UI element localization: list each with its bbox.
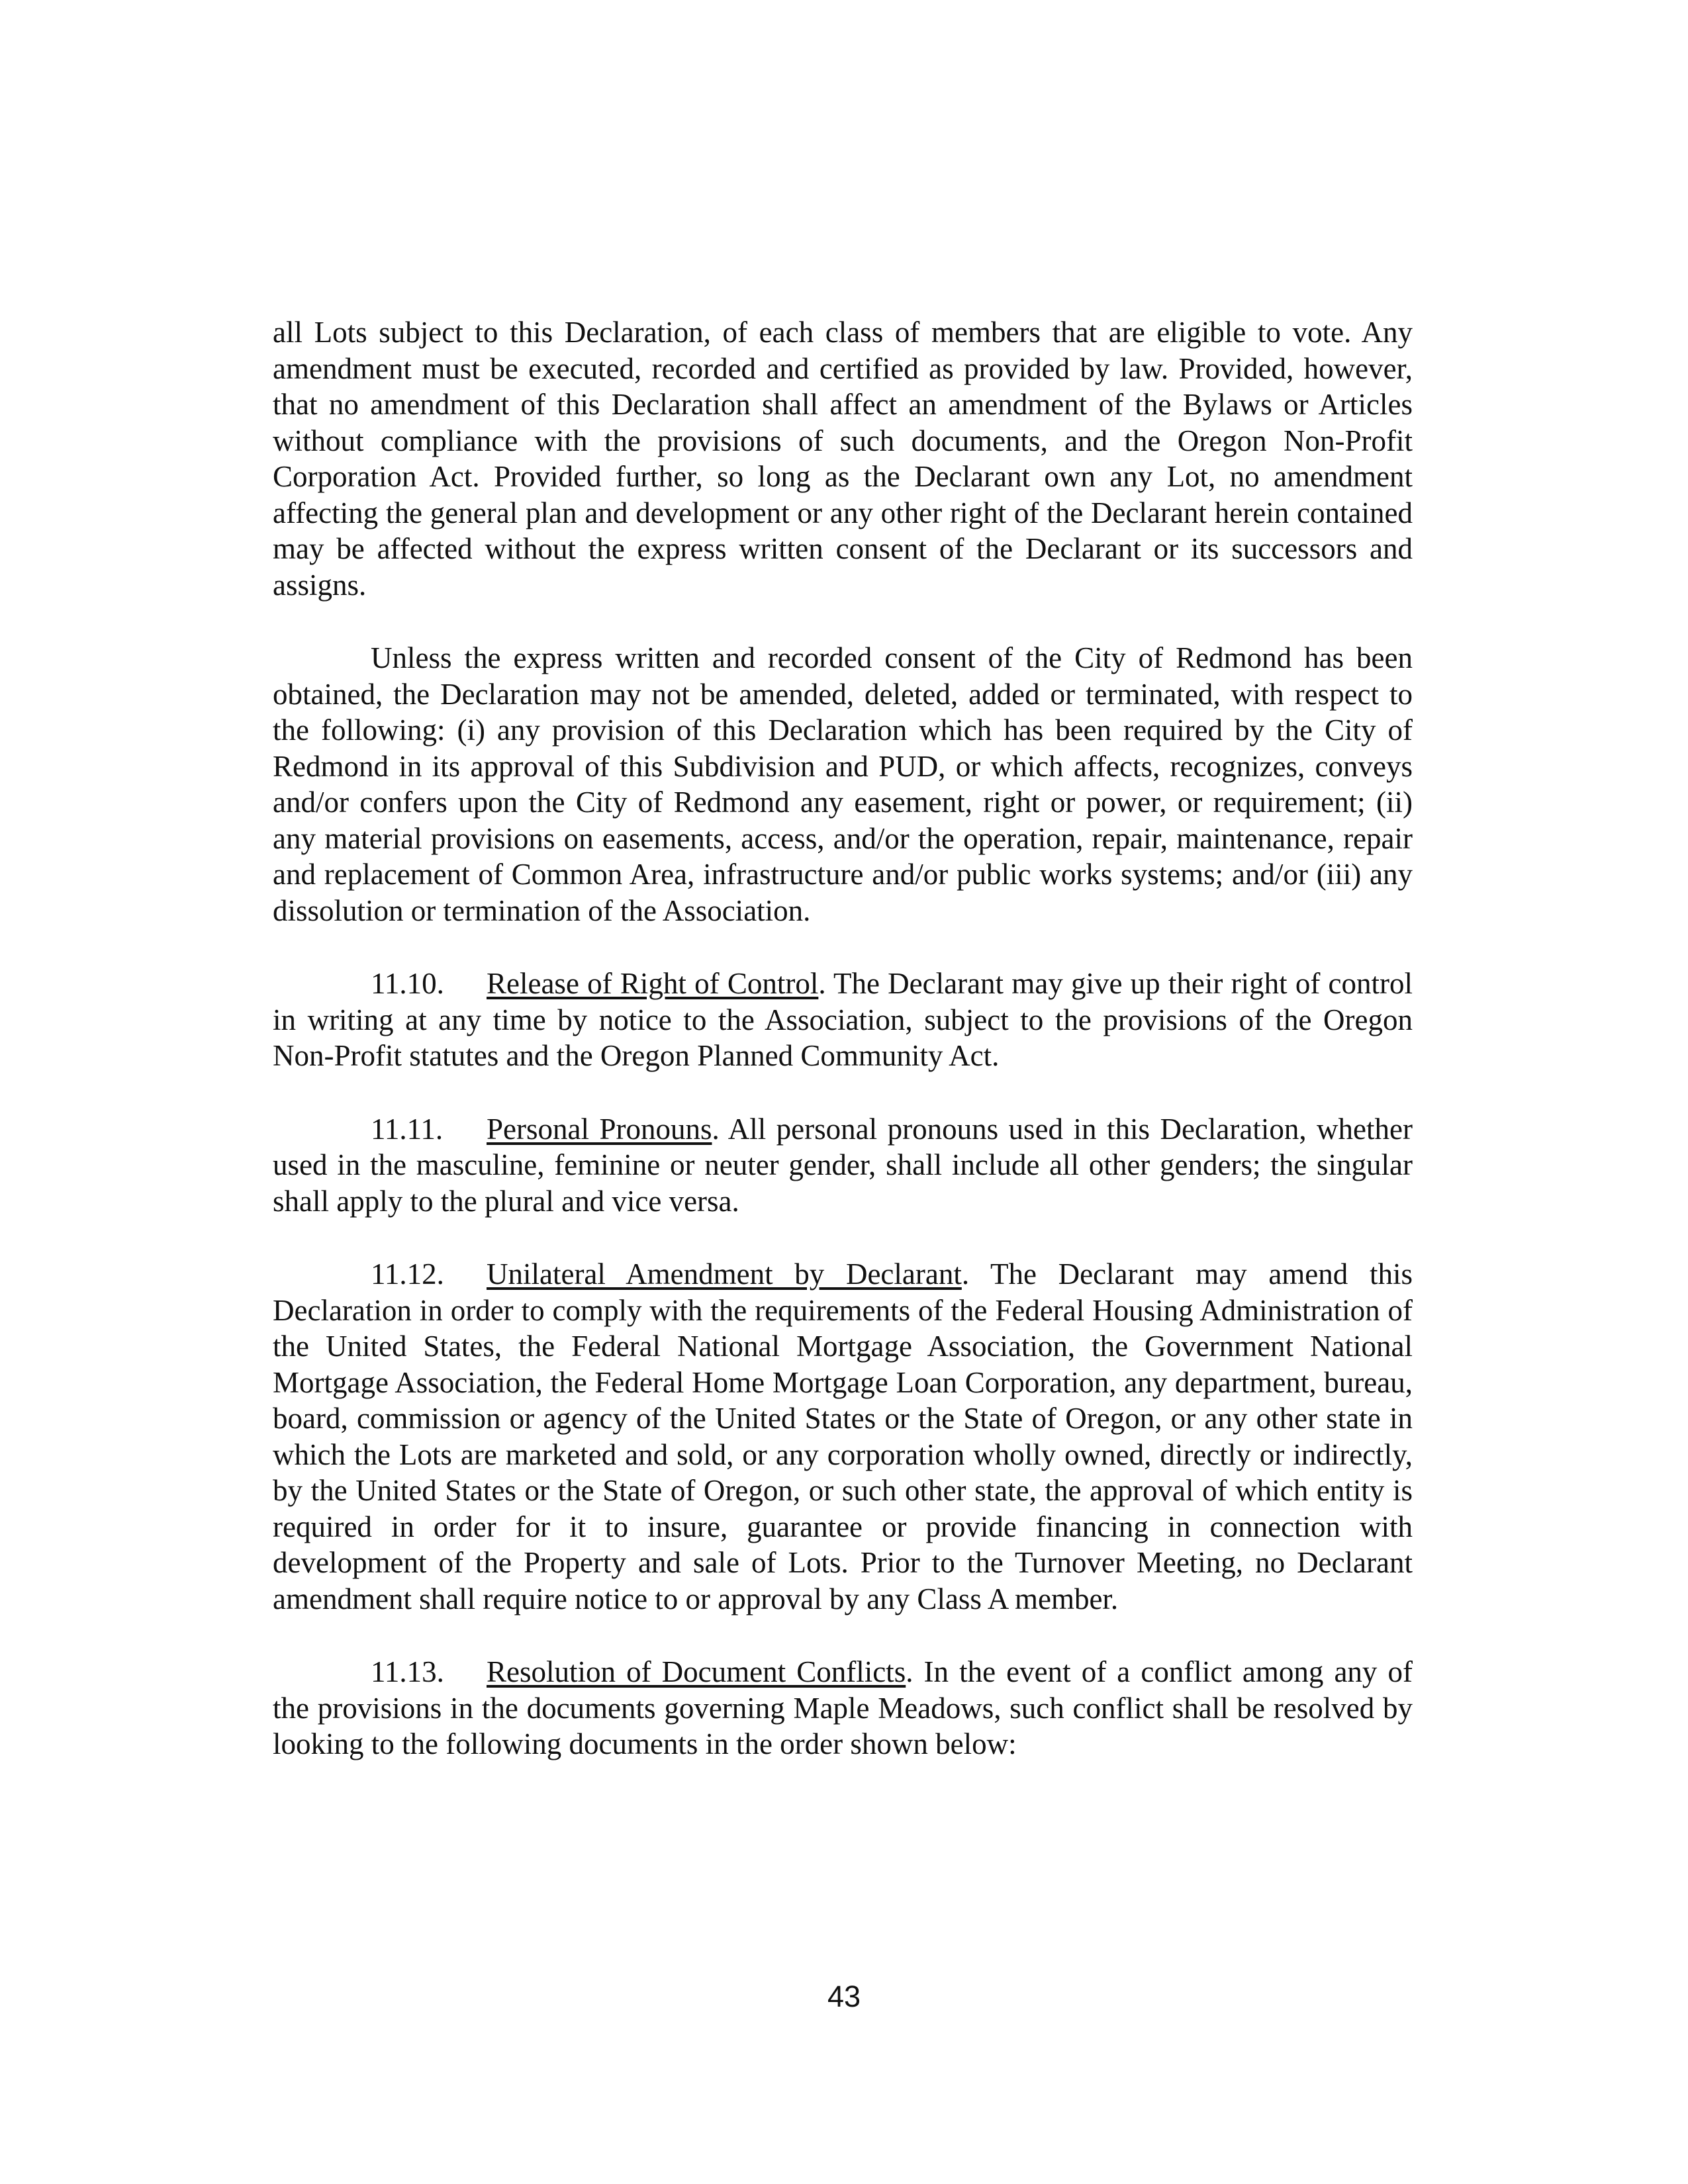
section-number: 11.13.	[371, 1655, 444, 1688]
section-number: 11.12.	[371, 1257, 444, 1291]
document-body	[273, 314, 1413, 1799]
section-title: Personal Pronouns	[487, 1112, 712, 1146]
section-11-11	[273, 1111, 1413, 1220]
paragraph-city-consent: Unless the express written and recorded consent of the City of Redmond has been obtained, the Declaration may not be amended, deleted, added or terminated, with respect to the following: (i) any provision of this Declaration which has been required by the City of Redmond in its approval of this Subdivision and PUD, or which affects, recognizes, conveys and/or confers upon the City of Redmond any easement, right or power, or requirement; (ii) any material provisions on easements, access, and/or the operation, repair, maintenance, repair and replacement of Common Area, infrastructure and/or public works systems; and/or (iii) any dissolution or termination of the Association.	[273, 641, 1413, 927]
section-number: 11.11.	[371, 1112, 444, 1146]
section-number: 11.10.	[371, 967, 444, 1000]
section-11-12	[273, 1256, 1413, 1617]
section-title: Release of Right of Control	[487, 967, 819, 1000]
section-title: Resolution of Document Conflicts	[487, 1655, 906, 1688]
section-text: . In the event of a conflict among any of the provisions in the documents governing Maple Meadows, such conflict shall be resolved by looking to the following documents in the order shown below:	[273, 1655, 1413, 1760]
section-text: . The Declarant may amend this Declaration in order to comply with the requirements of the Federal Housing Administration of the United States, the Federal National Mortgage Association, the Government National Mortgage Association, the Federal Home Mortgage Loan Corporation, any department, bureau, board, commission or agency of the United States or the State of Oregon, or any other state in which the Lots are marketed and sold, or any corporation wholly owned, directly or indirectly, by the United States or the State of Oregon, or such other state, the approval of which entity is required in order for it to insure, guarantee or provide financing in connection with development of the Property and sale of Lots. Prior to the Turnover Meeting, no Declarant amendment shall require notice to or approval by any Class A member.	[273, 1257, 1413, 1615]
section-text: . The Declarant may give up their right of control in writing at any time by notice to the Association, subject to the provisions of the Oregon Non-Profit statutes and the Oregon Planned Community Act.	[273, 967, 1413, 1072]
section-text: . All personal pronouns used in this Declaration, whether used in the masculine, feminine or neuter gender, shall include all other genders; the singular shall apply to the plural and vice versa.	[273, 1112, 1413, 1218]
paragraph-amendment-requirements: all Lots subject to this Declaration, of each class of members that are eligible to vote. Any amendment must be executed, recorded and certified as provided by law. Provided, however, that no amendment of this Declaration shall affect an amendment of the Bylaws or Articles without compliance with the provisions of such documents, and the Oregon Non-Profit Corporation Act. Provided further, so long as the Declarant own any Lot, no amendment affecting the general plan and development or any other right of the Declarant herein contained may be affected without the express written consent of the Declarant or its successors and assigns.	[273, 316, 1413, 602]
section-title: Unilateral Amendment by Declarant	[487, 1257, 962, 1291]
section-11-13	[273, 1654, 1413, 1762]
section-11-10	[273, 966, 1413, 1074]
page-number: 43	[827, 1979, 861, 2013]
